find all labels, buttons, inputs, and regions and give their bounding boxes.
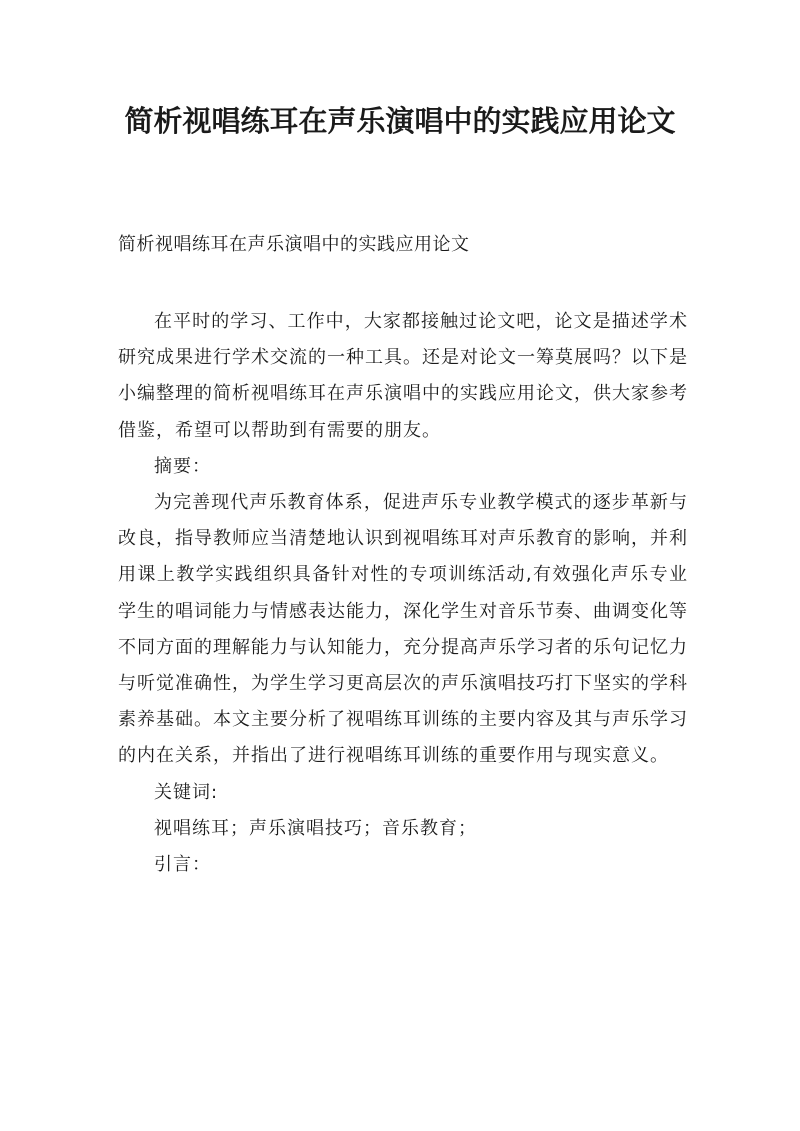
keywords-paragraph: 视唱练耳；声乐演唱技巧；音乐教育； [154, 817, 477, 839]
intro-paragraph: 在平时的学习、工作中，大家都接触过论文吧，论文是描述学术研究成果进行学术交流的一种工具。还是对论文一筹莫展吗？以下是小编整理的简析视唱练耳在声乐演唱中的实践应用论文，供大家参考借鉴，希望可以帮助到有需要的朋友。 [118, 311, 688, 441]
document-body [118, 304, 688, 883]
keywords-label: 关键词: [154, 781, 219, 803]
document-title: 简析视唱练耳在声乐演唱中的实践应用论文 [124, 104, 676, 138]
document-subtitle: 简析视唱练耳在声乐演唱中的实践应用论文 [118, 234, 470, 255]
abstract-paragraph: 为完善现代声乐教育体系，促进声乐专业教学模式的逐步革新与改良，指导教师应当清楚地认识到视唱练耳对声乐教育的影响，并利用课上教学实践组织具备针对性的专项训练活动,有效强化声乐专业学生的唱词能力与情感表达能力，深化学生对音乐节奏、曲调变化等不同方面的理解能力与认知能力，充分提高声乐学习者的乐句记忆力与听觉准确性，为学生学习更高层次的声乐演唱技巧打下坚实的学科素养基础。本文主要分析了视唱练耳训练的主要内容及其与声乐学习的内在关系，并指出了进行视唱练耳训练的重要作用与现实意义。 [118, 492, 688, 767]
preface-label: 引言： [154, 854, 211, 876]
abstract-label: 摘要： [154, 455, 211, 477]
